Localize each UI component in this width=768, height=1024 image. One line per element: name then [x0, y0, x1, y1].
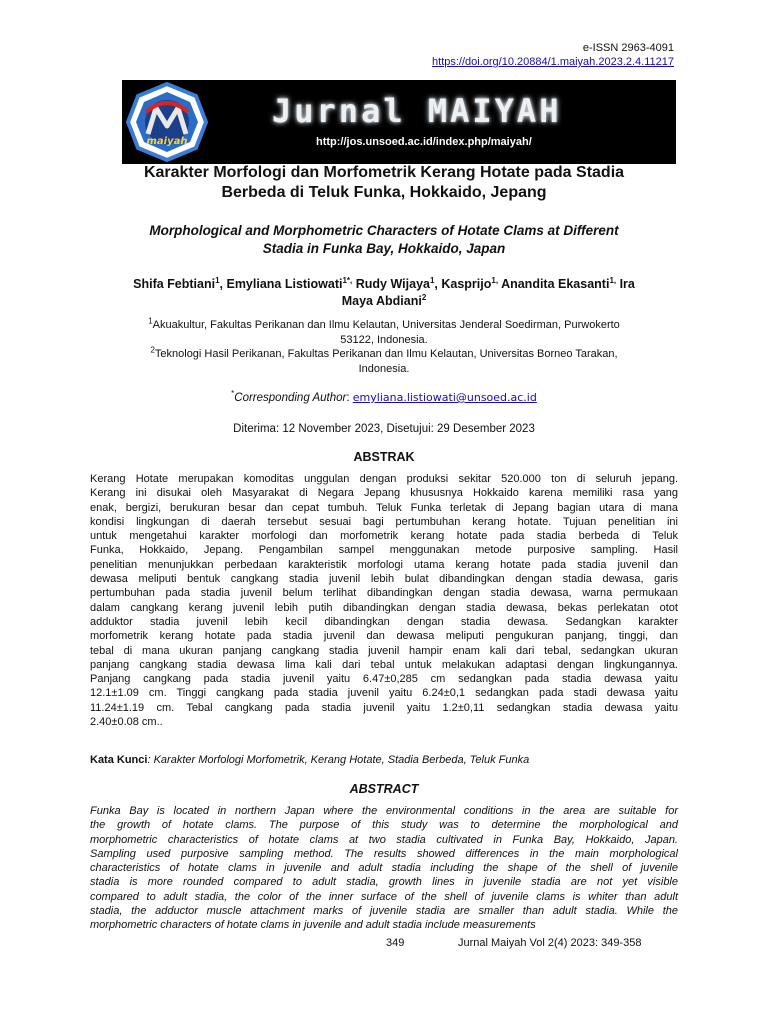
corr-email-link[interactable]: emyliana.listiowati@unsoed.ac.id: [352, 391, 537, 404]
paragraph-line: untuk mengetahui karakter morfologi dan morfometrik kerang hotate pada stadia berbeda di Teluk: [90, 530, 678, 543]
paragraph-line: pertumbuhan pada stadia juvenil belum terlihat dibandingkan dengan stadia dewasa, warna permukaan: [90, 587, 678, 600]
paragraph-line: morphometric characters of hotate clams in juvenile and adult stadia include measurements: [90, 919, 536, 932]
paragraph-line: morfometrik kerang hotate pada stadia juvenil dan dewasa meliputi pengukuran panjang, tinggi, dan: [90, 630, 678, 643]
paragraph-line: adduktor stadia juvenil lebih kecil dibandingkan dengan stadia dewasa. Sedangkan karakter: [90, 615, 678, 628]
logo-text: maiyah: [146, 136, 188, 147]
article-title: [90, 163, 678, 203]
paragraph-line: stadia, the adductor muscle attachment marks of juvenile stadia are smaller than adult stadia. While the: [90, 905, 678, 918]
abstrak-heading: ABSTRAK: [353, 450, 415, 464]
author-affil-mark: 1,: [609, 275, 617, 285]
paragraph-line: dalam cangkang kerang juvenil lebih putih dibandingkan dengan stadia dewasa, bekas perlekatan otot: [90, 601, 678, 614]
corr-label: Corresponding Author: [234, 392, 347, 404]
corresponding-author: [90, 391, 678, 404]
page-number: 349: [386, 937, 405, 949]
author: Ira: [616, 277, 635, 291]
abstrak-body: [90, 472, 678, 729]
paragraph-line: stadia is more rounded compared to adult stadia, growth lines in juvenile stadia are not yet visible: [90, 876, 678, 889]
abstract-body: [90, 804, 678, 933]
paragraph-line: Funka Bay is located in northern Japan where the environmental conditions in the area are suitable for: [90, 805, 678, 817]
author: Anandita Ekasanti: [498, 277, 610, 291]
journal-banner: [122, 80, 676, 164]
affil-mark: 1: [148, 316, 153, 326]
paragraph-line: the growth of hotate clams. The purpose of this study was to determine the morphological and: [90, 819, 678, 832]
affil-text: 53122, Indonesia.: [340, 333, 428, 346]
affil-text: Indonesia.: [358, 362, 410, 375]
affiliation-2: [90, 347, 678, 376]
paragraph-line: Kerang ini disukai oleh Masyarakat di Negara Jepang khususnya Hokkaido karena memiliki rasa yang: [90, 487, 678, 500]
author-affil-mark: 1,: [491, 275, 499, 285]
paragraph-line: Sampling used purposive sampling method. The results showed differences in the main morphological: [90, 847, 678, 860]
author-affil-mark: 1: [429, 275, 435, 285]
article-subtitle: [90, 222, 678, 258]
author: , Emyliana Listiowati: [219, 277, 343, 291]
paragraph-line: enak, bergizi, berukuran besar dan cepat tumbuh. Teluk Funka terletak di Jepang bagian utara di mana: [90, 501, 678, 514]
paragraph-line: compared to adult stadia, the color of the inner surface of the shell of juvenile clams is whiter than adult: [90, 890, 678, 903]
paragraph-line: penelitian menunjukkan perbedaan karakteristik morfologi utama kerang hotate pada stadia juvenil dan: [90, 558, 678, 571]
doi-link[interactable]: https://doi.org/10.20884/1.maiyah.2023.2.4.11217: [432, 56, 674, 68]
author-affil-mark: 2: [421, 292, 427, 302]
paragraph-line: 12.1±1.09 cm. Tinggi cangkang pada stadia juvenil yaitu 6.24±0,1 sedangkan pada stadi dewasa yaitu: [90, 687, 678, 700]
abstract-heading: ABSTRACT: [349, 782, 419, 796]
paragraph-line: characteristics of hotate clams in juvenile and adult stadia including the shape of the shell of juvenile: [90, 862, 678, 875]
subtitle-line: Stadia in Funka Bay, Hokkaido, Japan: [262, 241, 506, 256]
author-list: [90, 276, 678, 310]
paragraph-line: kondisi lingkungan di daerah tersebut sesuai bagi pertumbuhan kerang hotate. Tujuan penelitian ini: [90, 515, 678, 528]
author-affil-mark: 1*,: [342, 275, 353, 285]
keywords-label: Kata Kunci: [90, 754, 148, 766]
corr-mark: *: [231, 389, 235, 399]
title-line: Berbeda di Teluk Funka, Hokkaido, Jepang: [221, 184, 547, 201]
banner-title: Jurnal MAIYAH: [272, 92, 562, 130]
author: Shifa Febtiani: [133, 277, 216, 291]
title-line: Karakter Morfologi dan Morfometrik Kerang Hotate pada Stadia: [143, 164, 625, 181]
paragraph-line: dewasa meliputi bentuk cangkang stadia juvenil lebih bulat dibandingkan dengan stadia dewasa, garis: [90, 573, 678, 586]
journal-logo: [126, 82, 208, 162]
paragraph-line: Funka, Hokkaido, Jepang. Pengambilan sampel menggunakan metode purposive sampling. Hasil: [90, 544, 678, 557]
banner-url: http://jos.unsoed.ac.id/index.php/maiyah/: [316, 136, 532, 148]
author: Rudy Wijaya: [352, 277, 430, 291]
paragraph-line: Panjang cangkang pada stadia juvenil yaitu 6.47±0,285 cm sedangkan pada stadia dewasa yaitu: [90, 673, 678, 686]
affil-text: Teknologi Hasil Perikanan, Fakultas Perikanan dan Ilmu Kelautan, Universitas Borneo Tarakan,: [154, 348, 618, 360]
footer-journal: Jurnal Maiyah Vol 2(4) 2023: 349-358: [458, 937, 642, 949]
affil-mark: 2: [150, 345, 155, 355]
author-affil-mark: 1: [215, 275, 220, 285]
corr-colon: :: [346, 392, 353, 404]
paragraph-line: Kerang Hotate merupakan komoditas unggulan dengan produksi sekitar 520.000 ton di seluruh jepang.: [90, 473, 678, 485]
paragraph-line: tebal di mana ukuran panjang cangkang stadia juvenil hampir enam kali dari tebal, sedangkan ukuran: [90, 644, 678, 657]
issn: e-ISSN 2963-4091: [582, 42, 674, 54]
affil-text: Akuakultur, Fakultas Perikanan dan Ilmu Kelautan, Universitas Jenderal Soedirman, Purwokerto: [152, 319, 620, 331]
paragraph-line: morphometric characteristics of hotate clams at two stadia cultivated in Funka Bay, Hokkaido, Japan.: [90, 833, 678, 846]
author: , Kasprijo: [434, 277, 492, 291]
affiliation-1: [90, 318, 678, 347]
paragraph-line: 2.40±0.08 cm..: [90, 716, 163, 729]
paragraph-line: 11.24±1.19 cm. Tebal cangkang pada stadia juvenil yaitu 1.2±0,11 sedangkan stadia dewasa yaitu: [90, 701, 678, 714]
dates: Diterima: 12 November 2023, Disetujui: 29 Desember 2023: [233, 423, 535, 435]
paragraph-line: panjang cangkang stadia dewasa lima kali dari tebal untuk melakukan adaptasi dengan lingkungannya.: [90, 658, 678, 671]
author: Maya Abdiani: [341, 294, 422, 308]
subtitle-line: Morphological and Morphometric Characters of Hotate Clams at Different: [149, 223, 619, 238]
keywords: [90, 754, 678, 766]
keywords-text: : Karakter Morfologi Morfometrik, Kerang Hotate, Stadia Berbeda, Teluk Funka: [147, 754, 530, 766]
